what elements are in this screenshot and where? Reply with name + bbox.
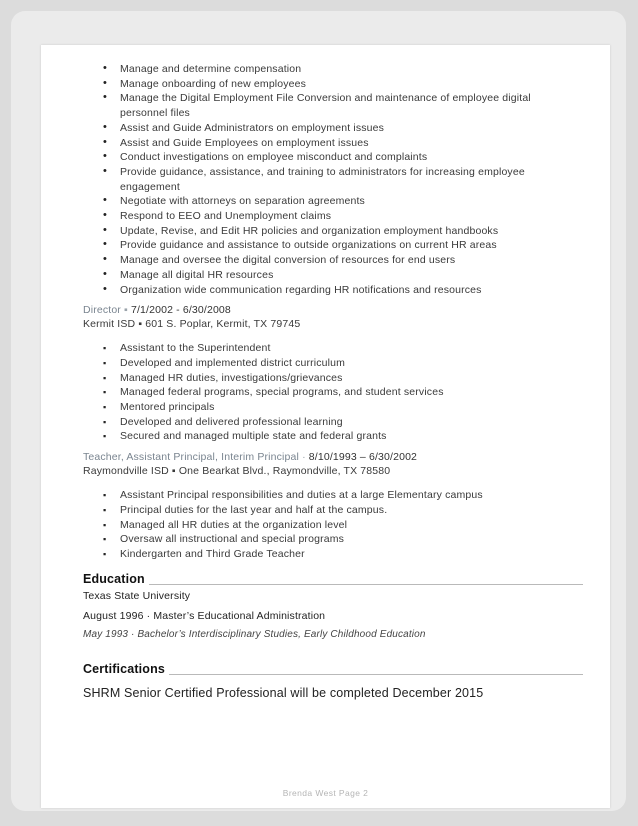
bullet-icon: • bbox=[103, 164, 108, 177]
list-item: ▪ Managed federal programs, special programs, and student services bbox=[103, 386, 444, 399]
list-item: • Manage and determine compensation bbox=[103, 62, 302, 75]
bullet-icon: • bbox=[103, 150, 108, 163]
list-item: ▪ Kindergarten and Third Grade Teacher bbox=[103, 547, 305, 560]
square-bullet-icon: ▪ bbox=[103, 548, 107, 559]
slide-frame bbox=[11, 11, 626, 811]
list-item: ▪ Mentored principals bbox=[103, 401, 215, 414]
list-item: ▪ Developed and implemented district curriculum bbox=[103, 356, 346, 369]
bullet-icon: • bbox=[103, 282, 108, 295]
bullet-icon: • bbox=[103, 135, 108, 148]
square-bullet-icon: ▪ bbox=[103, 387, 107, 398]
square-bullet-icon: ▪ bbox=[103, 402, 107, 413]
director-duties-list bbox=[83, 341, 583, 444]
job-title: Director bbox=[83, 304, 121, 317]
list-item: • Provide guidance and assistance to outside organizations on current HR areas bbox=[103, 238, 497, 252]
list-item: • Assist and Guide Administrators on employment issues bbox=[103, 120, 384, 134]
list-item: ▪ Secured and managed multiple state and federal grants bbox=[103, 430, 387, 443]
bullet-icon: • bbox=[103, 194, 108, 207]
separator-icon: · bbox=[302, 451, 306, 464]
list-item: ▪ Principal duties for the last year and half at the campus. bbox=[103, 503, 388, 516]
separator-icon: ▪ bbox=[124, 304, 128, 317]
job-organization: Kermit ISD ▪ 601 S. Poplar, Kermit, TX 79745 bbox=[83, 318, 301, 331]
section-rule bbox=[169, 674, 583, 675]
job-header-director bbox=[83, 303, 583, 331]
section-heading: Education bbox=[83, 572, 583, 587]
list-item: ▪ Oversaw all instructional and special programs bbox=[103, 533, 344, 546]
section-rule bbox=[149, 584, 583, 585]
education-section bbox=[83, 572, 583, 644]
list-item: • Respond to EEO and Unemployment claims bbox=[103, 209, 332, 223]
list-item: • Update, Revise, and Edit HR policies and organization employment handbooks bbox=[103, 223, 499, 237]
list-item: • Provide guidance, assistance, and training to administrators for increasing employee bbox=[103, 164, 525, 178]
degree-masters: August 1996 · Master’s Educational Administration bbox=[83, 609, 326, 622]
list-item: ▪ Managed HR duties, investigations/grievances bbox=[103, 371, 343, 384]
bullet-icon: • bbox=[103, 76, 108, 89]
list-item-continuation: personnel files bbox=[120, 107, 190, 120]
square-bullet-icon: ▪ bbox=[103, 519, 107, 530]
square-bullet-icon: ▪ bbox=[103, 504, 107, 515]
certifications-section bbox=[83, 662, 583, 700]
square-bullet-icon: ▪ bbox=[103, 343, 107, 354]
list-item: ▪ Assistant Principal responsibilities and duties at a large Elementary campus bbox=[103, 489, 483, 502]
list-item: • Negotiate with attorneys on separation agreements bbox=[103, 194, 365, 208]
bullet-icon: • bbox=[103, 91, 108, 104]
square-bullet-icon: ▪ bbox=[103, 372, 107, 383]
hr-duties-list bbox=[83, 62, 583, 297]
square-bullet-icon: ▪ bbox=[103, 416, 107, 427]
bullet-icon: • bbox=[103, 223, 108, 236]
list-item: ▪ Assistant to the Superintendent bbox=[103, 342, 271, 355]
resume-page bbox=[41, 45, 610, 808]
list-item: • Assist and Guide Employees on employment issues bbox=[103, 135, 369, 149]
section-heading: Certifications bbox=[83, 662, 583, 677]
bullet-icon: • bbox=[103, 209, 108, 222]
job-dates: 8/10/1993 – 6/30/2002 bbox=[308, 451, 418, 464]
job-dates: 7/1/2002 - 6/30/2008 bbox=[131, 304, 231, 317]
list-item: • Manage all digital HR resources bbox=[103, 267, 274, 281]
square-bullet-icon: ▪ bbox=[103, 490, 107, 501]
list-item-continuation: engagement bbox=[120, 180, 180, 193]
list-item: • Manage the Digital Employment File Conversion and maintenance of employee digital bbox=[103, 91, 531, 105]
job-organization: Raymondville ISD ▪ One Bearkat Blvd., Raymondville, TX 78580 bbox=[83, 465, 391, 478]
job-header-teacher bbox=[83, 450, 583, 478]
bullet-icon: • bbox=[103, 253, 108, 266]
job-title: Teacher, Assistant Principal, Interim Principal bbox=[83, 451, 299, 464]
list-item: • Manage onboarding of new employees bbox=[103, 76, 307, 90]
list-item: • Conduct investigations on employee misconduct and complaints bbox=[103, 150, 428, 164]
square-bullet-icon: ▪ bbox=[103, 357, 107, 368]
list-item: • Organization wide communication regarding HR notifications and resources bbox=[103, 282, 482, 296]
certification-text: SHRM Senior Certified Professional will be completed December 2015 bbox=[83, 685, 484, 700]
bullet-icon: • bbox=[103, 267, 108, 280]
list-item: ▪ Developed and delivered professional learning bbox=[103, 415, 343, 428]
teacher-duties-list bbox=[83, 488, 583, 562]
bullet-icon: • bbox=[103, 238, 108, 251]
page-footer: Brenda West Page 2 bbox=[282, 788, 369, 798]
degree-bachelors: May 1993 · Bachelor’s Interdisciplinary Studies, Early Childhood Education bbox=[83, 628, 426, 640]
school-name: Texas State University bbox=[83, 589, 191, 602]
square-bullet-icon: ▪ bbox=[103, 431, 107, 442]
list-item: ▪ Managed all HR duties at the organization level bbox=[103, 518, 348, 531]
bullet-icon: • bbox=[103, 120, 108, 133]
list-item: • Manage and oversee the digital conversion of resources for end users bbox=[103, 253, 456, 267]
bullet-icon: • bbox=[103, 62, 108, 74]
page-content bbox=[83, 62, 583, 700]
square-bullet-icon: ▪ bbox=[103, 534, 107, 545]
